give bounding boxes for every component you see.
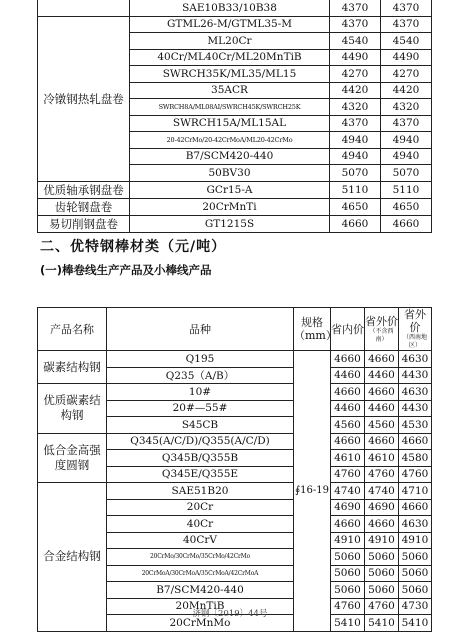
price-cell: 5070 [381, 165, 432, 182]
price-cell: 5110 [381, 181, 432, 198]
price-cell: 4690 [331, 499, 365, 516]
table-row [38, 16, 432, 33]
category-cell: 易切削钢盘卷 [38, 215, 130, 232]
price-cell: 4760 [365, 598, 399, 615]
price-cell: 4610 [331, 450, 365, 467]
price-cell: 4630 [399, 384, 432, 401]
price-cell: 4940 [381, 132, 432, 149]
price-cell: 4370 [330, 115, 381, 132]
header-outside-2 [399, 308, 432, 351]
header-variety: 品种 [107, 308, 294, 351]
variety-cell: B7/SCM420-440 [107, 582, 294, 599]
category-cell: 齿轮钢盘卷 [38, 198, 130, 215]
price-cell: 4760 [365, 466, 399, 483]
price-cell: 4560 [331, 417, 365, 434]
variety-cell: 10# [107, 384, 294, 401]
variety-cell: 20CrMo/30CrMo/35CrMo/42CrMo [107, 549, 294, 566]
price-cell: 4560 [365, 417, 399, 434]
price-cell: 5060 [331, 549, 365, 566]
price-cell: 4660 [399, 433, 432, 450]
category-cell: 合金结构钢 [38, 483, 107, 632]
product-cell: 40Cr/ML40Cr/ML20MnTiB [130, 49, 330, 66]
price-cell: 4760 [331, 466, 365, 483]
category-cell: 低合金高强度圆钢 [38, 433, 107, 483]
price-cell: 4420 [381, 82, 432, 99]
price-cell: 4370 [381, 16, 432, 33]
price-cell: 4630 [399, 516, 432, 533]
price-cell: 5410 [365, 615, 399, 632]
price-cell: 4460 [331, 367, 365, 384]
product-cell: GCr15-A [130, 181, 330, 198]
variety-cell: 40CrV [107, 532, 294, 549]
price-cell: 4270 [381, 66, 432, 83]
price-cell: 4460 [331, 400, 365, 417]
price-cell: 4660 [330, 215, 381, 232]
price-cell: 5060 [399, 582, 432, 599]
price-cell: 5060 [365, 582, 399, 599]
price-cell: 4660 [331, 516, 365, 533]
price-cell: 4320 [330, 99, 381, 116]
table-row [38, 483, 432, 500]
price-cell: 4630 [399, 351, 432, 368]
price-cell: 4610 [365, 450, 399, 467]
price-table-wire-rod [37, 0, 432, 233]
price-cell: 4660 [365, 433, 399, 450]
product-cell: SAE10B33/10B38 [130, 0, 330, 16]
category-cell [38, 0, 130, 16]
variety-cell: Q345E/Q355E [107, 466, 294, 483]
price-cell: 4660 [331, 433, 365, 450]
product-cell: GTML26-M/GTML35-M [130, 16, 330, 33]
header-outside-1-label: 省外价 [365, 314, 398, 328]
product-cell: ML20Cr [130, 33, 330, 50]
price-cell: 4760 [331, 598, 365, 615]
price-cell: 4910 [331, 532, 365, 549]
price-cell: 4740 [331, 483, 365, 500]
header-outside-1 [365, 308, 399, 351]
price-cell: 4370 [330, 0, 381, 16]
header-outside-2-note: （西南地区） [402, 334, 427, 349]
product-cell: B7/SCM420-440 [130, 148, 330, 165]
price-cell: 4660 [381, 215, 432, 232]
price-cell: 5060 [365, 565, 399, 582]
header-outside-2-label: 省外价 [404, 308, 426, 334]
price-cell: 4730 [399, 598, 432, 615]
subsection-title: (一)棒卷线生产产品及小棒线产品 [40, 263, 212, 277]
price-cell: 5060 [365, 549, 399, 566]
price-cell: 4270 [330, 66, 381, 83]
variety-cell: 20Cr [107, 499, 294, 516]
price-cell: 4370 [330, 16, 381, 33]
price-cell: 4430 [399, 367, 432, 384]
price-cell: 4490 [330, 49, 381, 66]
header-domestic: 省内价 [331, 308, 365, 351]
header-spec [294, 308, 337, 351]
price-cell: 5410 [399, 615, 432, 632]
product-cell: SWRCH15A/ML15AL [130, 115, 330, 132]
table-row [38, 215, 432, 232]
price-cell: 5110 [330, 181, 381, 198]
table-row [38, 198, 432, 215]
price-cell: 4540 [330, 33, 381, 50]
variety-cell: 20#—55# [107, 400, 294, 417]
table-row [38, 384, 432, 401]
price-cell: 4660 [365, 351, 399, 368]
price-cell: 4650 [381, 198, 432, 215]
price-cell: 5060 [399, 549, 432, 566]
price-cell: 4430 [399, 400, 432, 417]
product-cell: 20CrMnTi [130, 198, 330, 215]
price-cell: 4580 [399, 450, 432, 467]
table-header-row [38, 308, 432, 351]
price-cell: 4940 [330, 132, 381, 149]
price-cell: 4740 [365, 483, 399, 500]
table-row [38, 433, 432, 450]
price-cell: 4660 [331, 384, 365, 401]
price-cell: 4420 [330, 82, 381, 99]
variety-cell: 40Cr [107, 516, 294, 533]
price-cell: 4320 [381, 99, 432, 116]
header-spec-line1: 规格 [301, 316, 323, 329]
price-cell: 5070 [330, 165, 381, 182]
category-cell: 优质碳素结构钢 [38, 384, 107, 434]
price-cell: 4660 [365, 384, 399, 401]
product-cell: SWRCH8A/ML08AI/SWRCH45K/SWRCH25K [130, 99, 330, 116]
price-cell: 4650 [330, 198, 381, 215]
price-cell: 4490 [381, 49, 432, 66]
price-cell: 5060 [399, 565, 432, 582]
product-cell: 35ACR [130, 82, 330, 99]
category-cell: 冷镦钢热轧盘卷 [38, 16, 130, 181]
price-cell: 4710 [399, 483, 432, 500]
page-footer: 济钢〔2019〕44号 [192, 609, 268, 619]
category-cell: 优质轴承钢盘卷 [38, 181, 130, 198]
price-cell: 4370 [381, 0, 432, 16]
price-cell: 4660 [399, 499, 432, 516]
product-cell: 20-42CrMo/20-42CrMoA/ML20-42CrMo [130, 132, 330, 149]
header-spec-line2: （mm） [294, 329, 337, 342]
header-outside-1-note: （不含西南） [369, 327, 394, 343]
price-cell: 5060 [331, 582, 365, 599]
price-cell: 4460 [365, 400, 399, 417]
variety-cell: Q345(A/C/D)/Q355(A/C/D) [107, 433, 294, 450]
price-cell: 4910 [399, 532, 432, 549]
header-name: 产品名称 [38, 308, 107, 351]
variety-cell: Q235（A/B） [107, 367, 294, 384]
spec-cell: ∮16-19 [294, 351, 331, 632]
product-cell: GT1215S [130, 215, 330, 232]
price-cell: 4940 [330, 148, 381, 165]
price-cell: 4660 [331, 351, 365, 368]
price-cell: 5410 [331, 615, 365, 632]
product-cell: SWRCH35K/ML35/ML15 [130, 66, 330, 83]
price-cell: 5060 [331, 565, 365, 582]
variety-cell: SAE51B20 [107, 483, 294, 500]
variety-cell: 20CrMnMo [107, 615, 294, 632]
price-cell: 4370 [381, 115, 432, 132]
price-cell: 4940 [381, 148, 432, 165]
category-cell: 碳素结构钢 [38, 351, 107, 384]
table-row [38, 0, 432, 16]
table-row [38, 351, 432, 368]
product-cell: 50BV30 [130, 165, 330, 182]
variety-cell: S45CB [107, 417, 294, 434]
section-title: 二、优特钢棒材类（元/吨） [40, 239, 227, 255]
price-cell: 4660 [365, 516, 399, 533]
table-row [38, 181, 432, 198]
price-cell: 4530 [399, 417, 432, 434]
variety-cell: 20MnTiB [107, 598, 294, 615]
variety-cell: Q345B/Q355B [107, 450, 294, 467]
price-cell: 4540 [381, 33, 432, 50]
price-cell: 4460 [365, 367, 399, 384]
price-cell: 4690 [365, 499, 399, 516]
price-cell: 4760 [399, 466, 432, 483]
price-cell: 4910 [365, 532, 399, 549]
variety-cell: 20CrMoA/30CrMoA/35CrMoA/42CrMoA [107, 565, 294, 582]
price-table-bar [37, 307, 432, 632]
variety-cell: Q195 [107, 351, 294, 368]
